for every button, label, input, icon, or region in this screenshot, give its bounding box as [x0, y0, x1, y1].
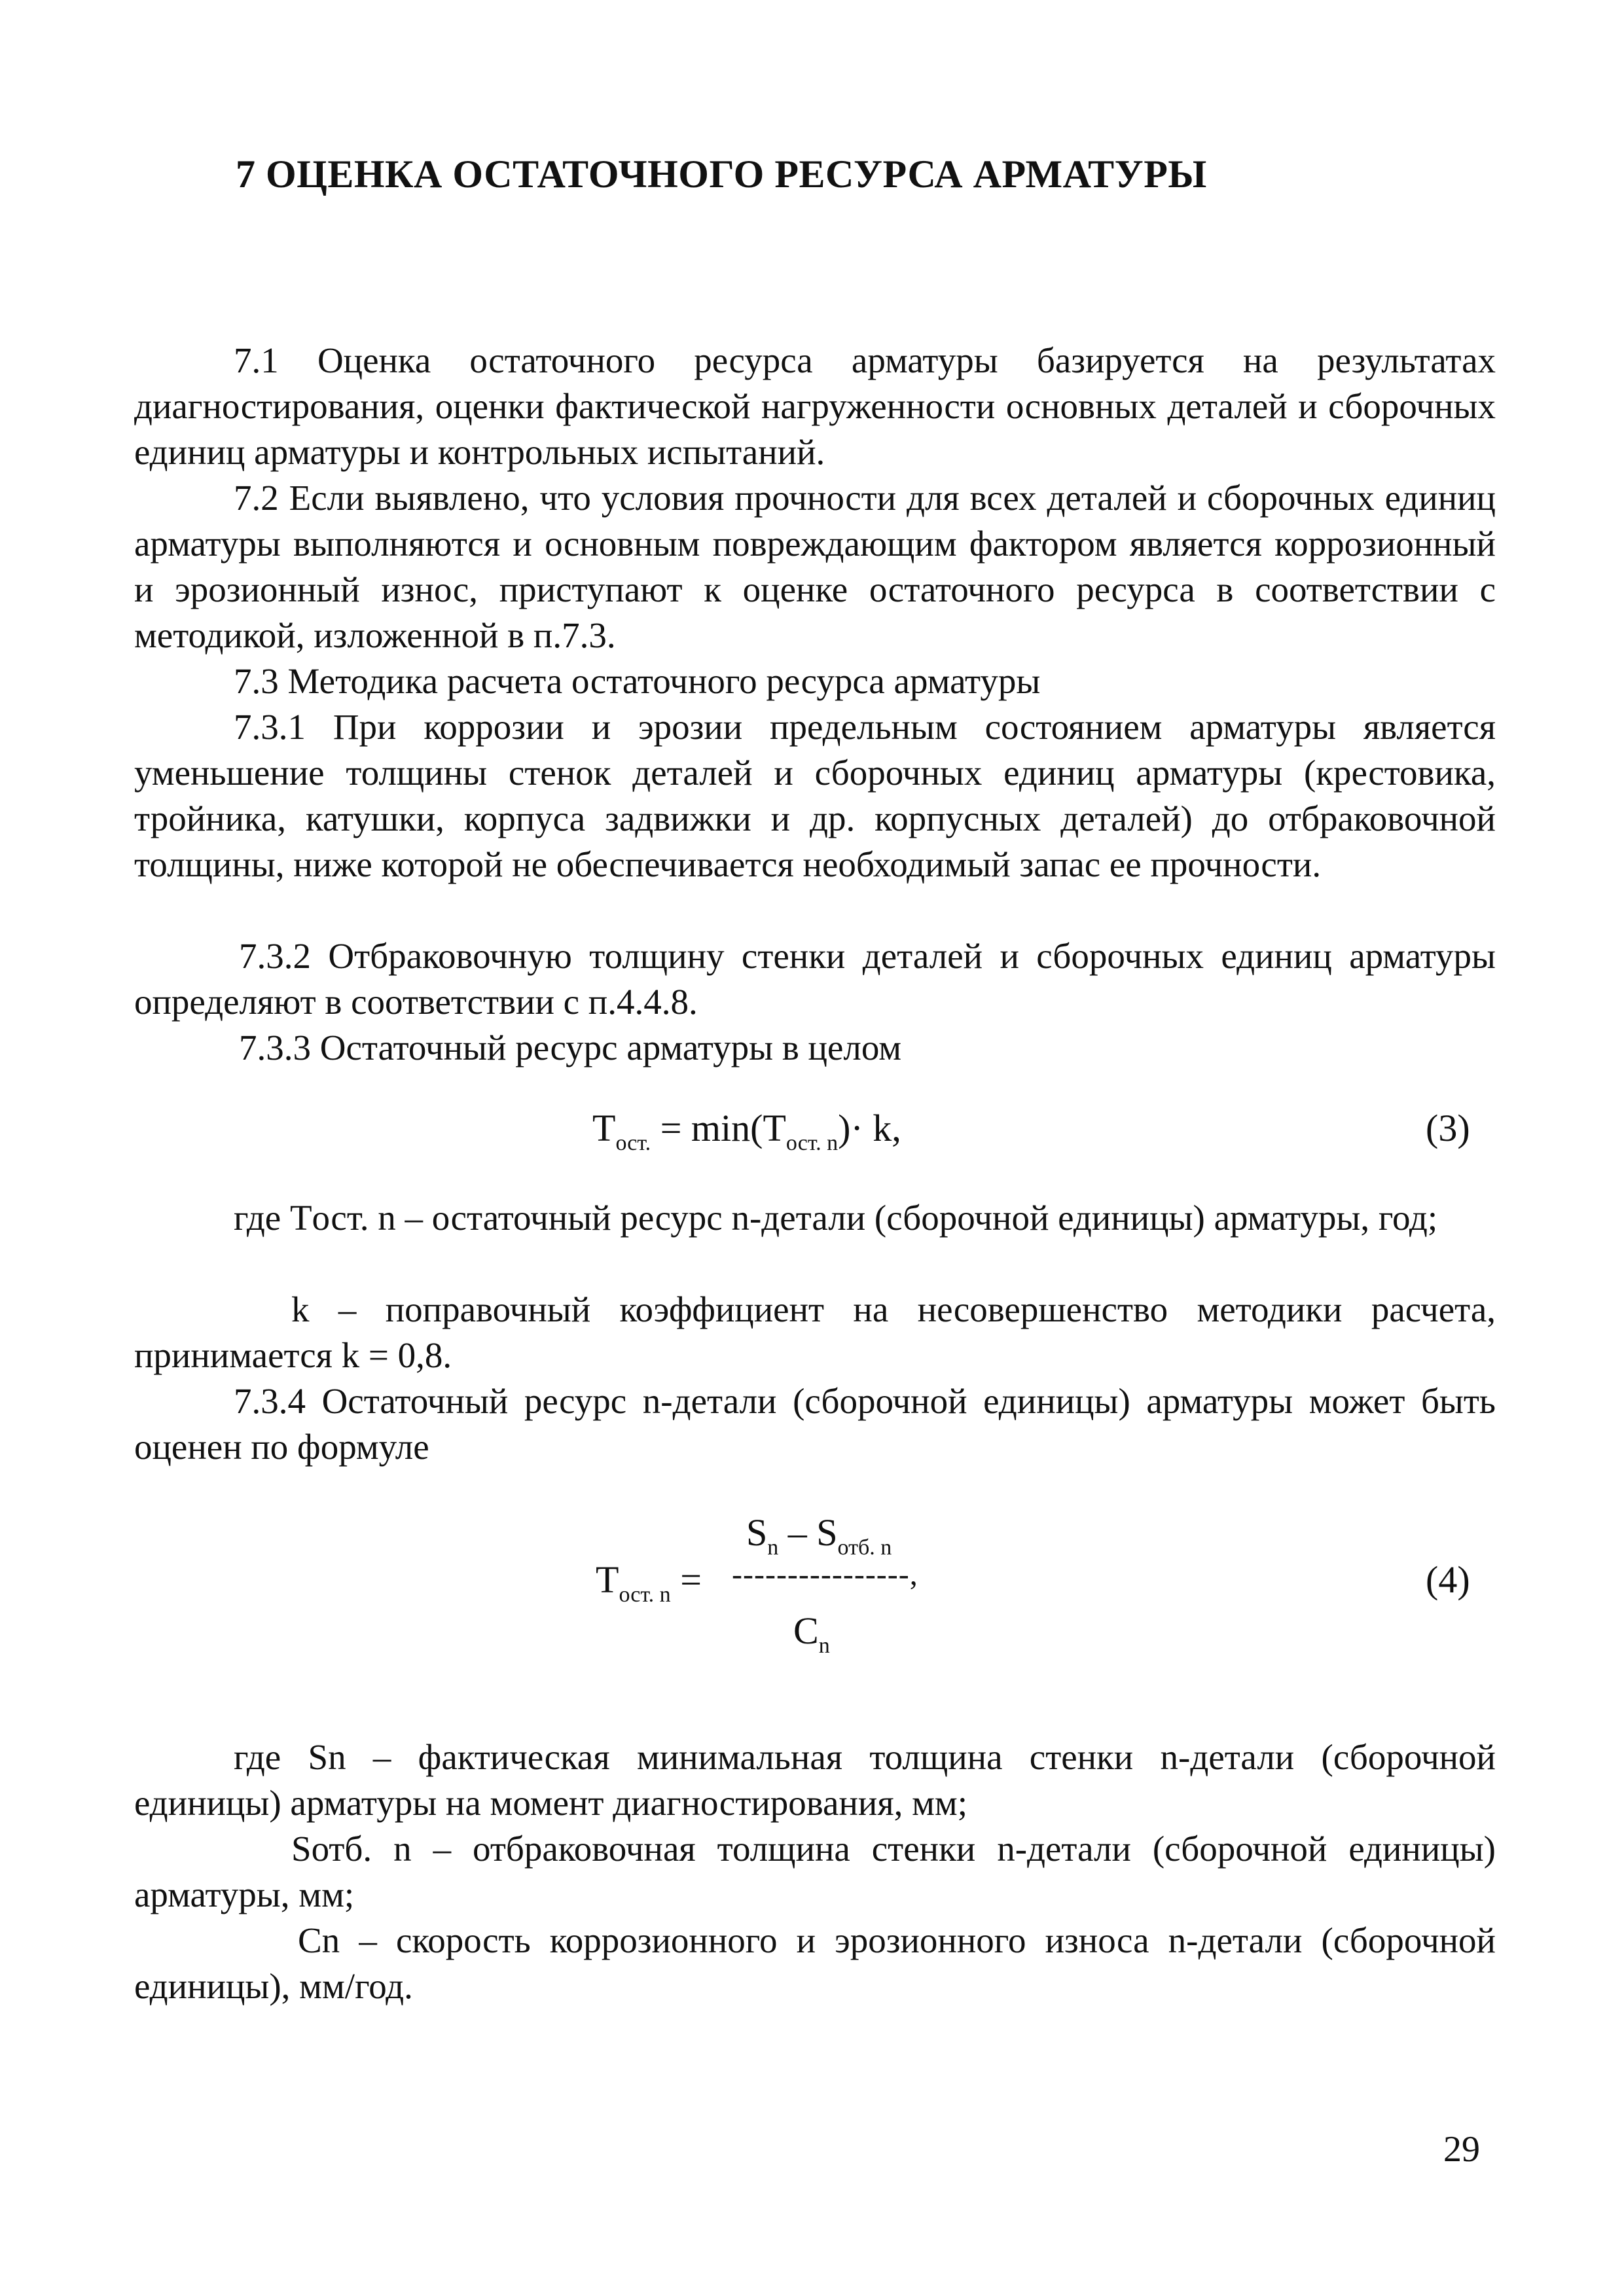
paragraph-7-3-3: 7.3.3 Остаточный ресурс арматуры в целом [239, 1028, 902, 1067]
formula-3-T-sub: ост. [615, 1131, 651, 1155]
formula-3-inner-sub: ост. n [785, 1131, 839, 1155]
formula-4-lhs [596, 1558, 702, 1607]
formula-4-S2-sub: отб. n [837, 1535, 892, 1560]
formula-4-S-sub: n [767, 1535, 779, 1560]
formula-4-minus: – [778, 1511, 817, 1554]
formula-4-T: T [596, 1558, 619, 1601]
formula-4-where-cn: Cn – скорость коррозионного и эрозионного износа n-детали (сборочной единицы), мм/год. [134, 1920, 1496, 2006]
formula-4-where-sotb: Sотб. n – отбраковочная толщина стенки n-детали (сборочной единицы) арматуры, мм; [134, 1829, 1496, 1914]
formula-4-eq: = [670, 1558, 702, 1601]
formula-4-C: C [793, 1609, 819, 1652]
paragraph-7-3-4: 7.3.4 Остаточный ресурс n-детали (сборочной единицы) арматуры может быть оценен по формуле [134, 1381, 1496, 1467]
formula-4-denominator [793, 1609, 830, 1659]
formula-4-S2: S [816, 1511, 838, 1554]
equation-number-4: (4) [1426, 1558, 1470, 1601]
formula-3-where-t: где Tост. n – остаточный ресурс n-детали (сборочной единицы) арматуры, год; [234, 1198, 1438, 1238]
formula-3-tail: )· k, [838, 1107, 901, 1149]
formula-4-numerator [746, 1511, 892, 1560]
paragraph-7-3-1: 7.3.1 При коррозии и эрозии предельным состоянием арматуры является уменьшение толщины стенок деталей и сборочных единиц арматуры (крестовика, тройника, катушки, корпуса задвижки и др. корпусных деталей) до отбраковочной толщины, ниже которой не обеспечивается необходимый запас ее прочности. [134, 707, 1496, 884]
formula-3-where-k: k – поправочный коэффициент на несовершенство методики расчета, принимается k = 0,8. [134, 1289, 1496, 1375]
formula-3 [592, 1106, 901, 1156]
paragraph-7-3: 7.3 Методика расчета остаточного ресурса арматуры [234, 661, 1041, 701]
paragraph-7-2: 7.2 Если выявлено, что условия прочности для всех деталей и сборочных единиц арматуры выполняются и основным повреждающим фактором является коррозионный и эрозионный износ, приступают к оценке остаточного ресурса в соответствии с методикой, изложенной в п.7.3. [134, 478, 1496, 655]
section-heading: 7 ОЦЕНКА ОСТАТОЧНОГО РЕСУРСА АРМАТУРЫ [236, 152, 1207, 196]
formula-4-C-sub: n [818, 1634, 830, 1658]
equation-number-3: (3) [1426, 1107, 1470, 1149]
formula-3-min: = min(T [651, 1107, 786, 1149]
paragraph-7-3-2: 7.3.2 Отбраковочную толщину стенки деталей и сборочных единиц арматуры определяют в соответствии с п.4.4.8. [134, 936, 1496, 1022]
formula-4-where-sn: где Sn – фактическая минимальная толщина стенки n-детали (сборочной единицы) арматуры на момент диагностирования, мм; [134, 1737, 1496, 1823]
formula-4-S: S [746, 1511, 768, 1554]
formula-4-fraction-line: ----------------, [732, 1557, 918, 1592]
page-number: 29 [1443, 2129, 1480, 2170]
paragraph-7-1: 7.1 Оценка остаточного ресурса арматуры базируется на результатах диагностирования, оценки фактической нагруженности основных деталей и сборочных единиц арматуры и контрольных испытаний. [134, 340, 1496, 472]
formula-4-T-sub: ост. n [619, 1583, 671, 1607]
formula-3-T: T [592, 1107, 616, 1149]
